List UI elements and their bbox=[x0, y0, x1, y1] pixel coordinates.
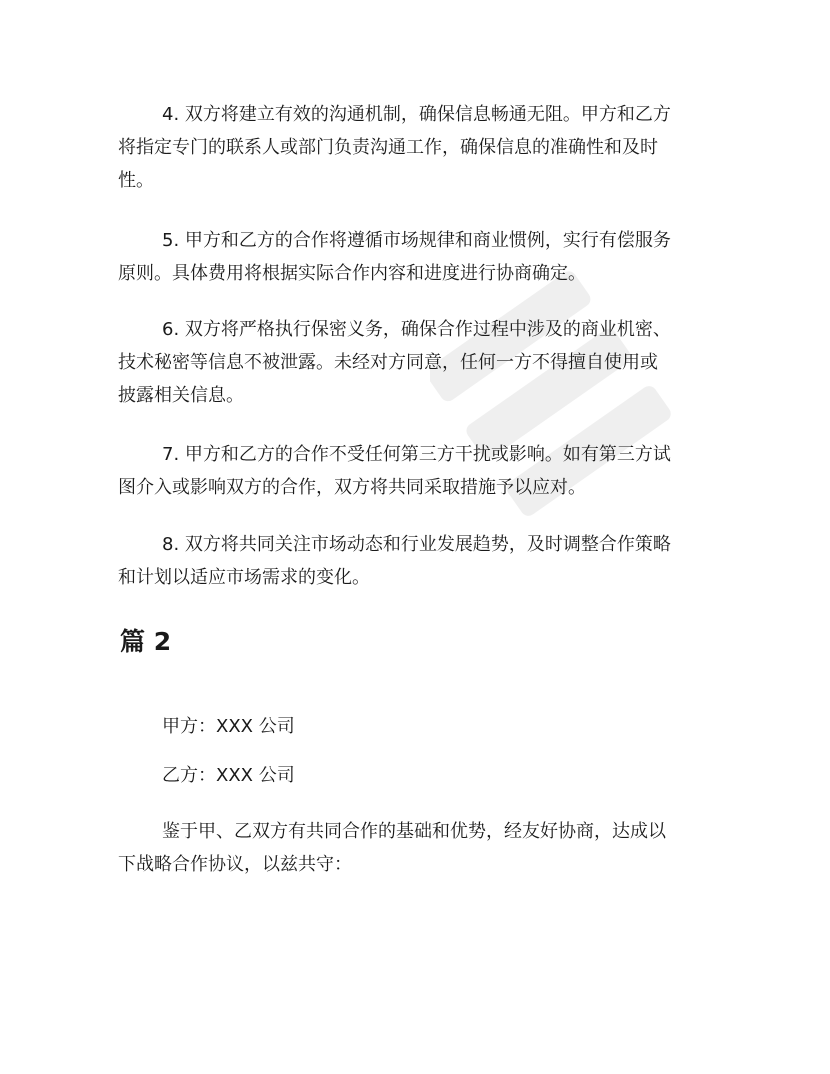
preamble-line-1: 鉴于甲、乙双方有共同合作的基础和优势，经友好协商，达成以 bbox=[162, 821, 666, 842]
party-b-text: 乙方：XXX 公司 bbox=[162, 765, 295, 786]
preamble bbox=[118, 815, 718, 881]
party-a-text: 甲方：XXX 公司 bbox=[162, 716, 295, 737]
section-heading: 篇 2 bbox=[120, 627, 172, 656]
preamble-line-2: 下战略合作协议，以兹共守： bbox=[118, 854, 352, 875]
clause-4-line-1: 4. 双方将建立有效的沟通机制，确保信息畅通无阻。甲方和乙方 bbox=[162, 104, 671, 125]
clause-5-line-2: 原则。具体费用将根据实际合作内容和进度进行协商确定。 bbox=[118, 263, 586, 284]
clause-7 bbox=[118, 438, 718, 504]
clause-4 bbox=[118, 98, 718, 197]
clause-4-line-2: 将指定专门的联系人或部门负责沟通工作，确保信息的准确性和及时 bbox=[118, 137, 658, 158]
clause-5-line-1: 5. 甲方和乙方的合作将遵循市场规律和商业惯例，实行有偿服务 bbox=[162, 230, 671, 251]
clause-6-line-3: 披露相关信息。 bbox=[118, 385, 244, 406]
clause-4-line-3: 性。 bbox=[118, 170, 154, 191]
clause-8-line-2: 和计划以适应市场需求的变化。 bbox=[118, 567, 370, 588]
party-a bbox=[118, 710, 718, 743]
clause-7-line-2: 图介入或影响双方的合作，双方将共同采取措施予以应对。 bbox=[118, 477, 586, 498]
clause-7-line-1: 7. 甲方和乙方的合作不受任何第三方干扰或影响。如有第三方试 bbox=[162, 444, 671, 465]
clause-6 bbox=[118, 313, 718, 412]
clause-8-line-1: 8. 双方将共同关注市场动态和行业发展趋势，及时调整合作策略 bbox=[162, 534, 671, 555]
clause-6-line-1: 6. 双方将严格执行保密义务，确保合作过程中涉及的商业机密、 bbox=[162, 319, 671, 340]
party-b bbox=[118, 759, 718, 792]
clause-8 bbox=[118, 528, 718, 594]
clause-5 bbox=[118, 224, 718, 290]
clause-6-line-2: 技术秘密等信息不被泄露。未经对方同意，任何一方不得擅自使用或 bbox=[118, 352, 658, 373]
